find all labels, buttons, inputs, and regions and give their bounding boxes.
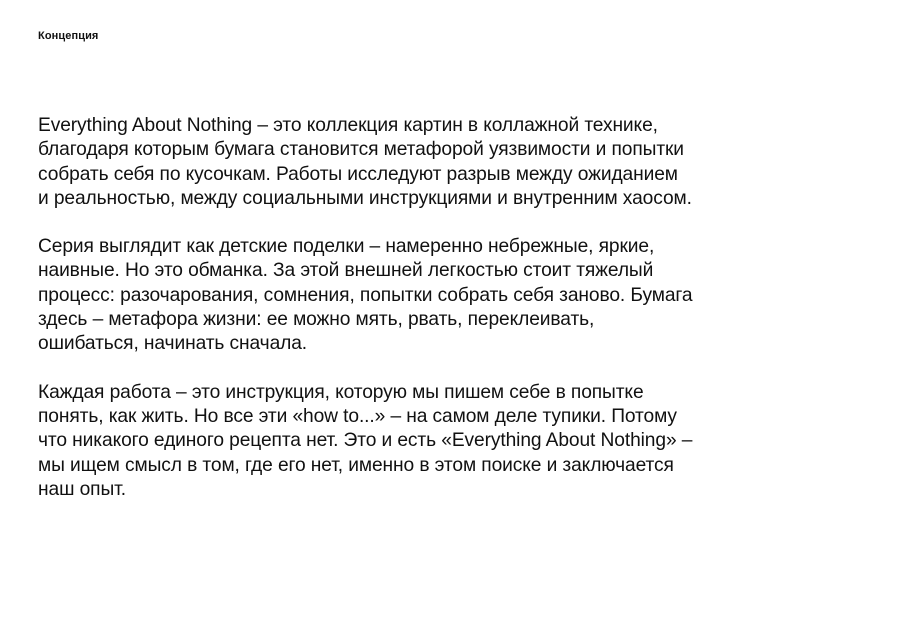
section-label: Концепция (38, 30, 99, 42)
paragraph-3: Каждая работа – это инструкция, которую мы пишем себе в попытке понять, как жить. Но все эти «how to...» – на самом деле тупики. Потому что никакого единого рецепта нет. Это и есть «Everything About Nothing» – мы ищем смысл в том, где его нет, именно в этом поиске и заключается наш опыт. (38, 381, 693, 500)
paragraph-2: Серия выглядит как детские поделки – намеренно небрежные, яркие, наивные. Но это обманка. За этой внешней легкостью стоит тяжелый процесс: разочарования, сомнения, попытки собрать себя заново. Бумага здесь – метафора жизни: ее можно мять, рвать, переклеивать, ошибаться, начинать сначала. (38, 236, 693, 355)
paragraph-1: Everything About Nothing – это коллекция картин в коллажной технике, благодаря которым бумага становится метафорой уязвимости и попытки собрать себя по кусочкам. Работы исследуют разрыв между ожиданием и реальностью, между социальными инструкциями и внутренним хаосом. (38, 115, 692, 209)
concept-text (38, 114, 693, 526)
